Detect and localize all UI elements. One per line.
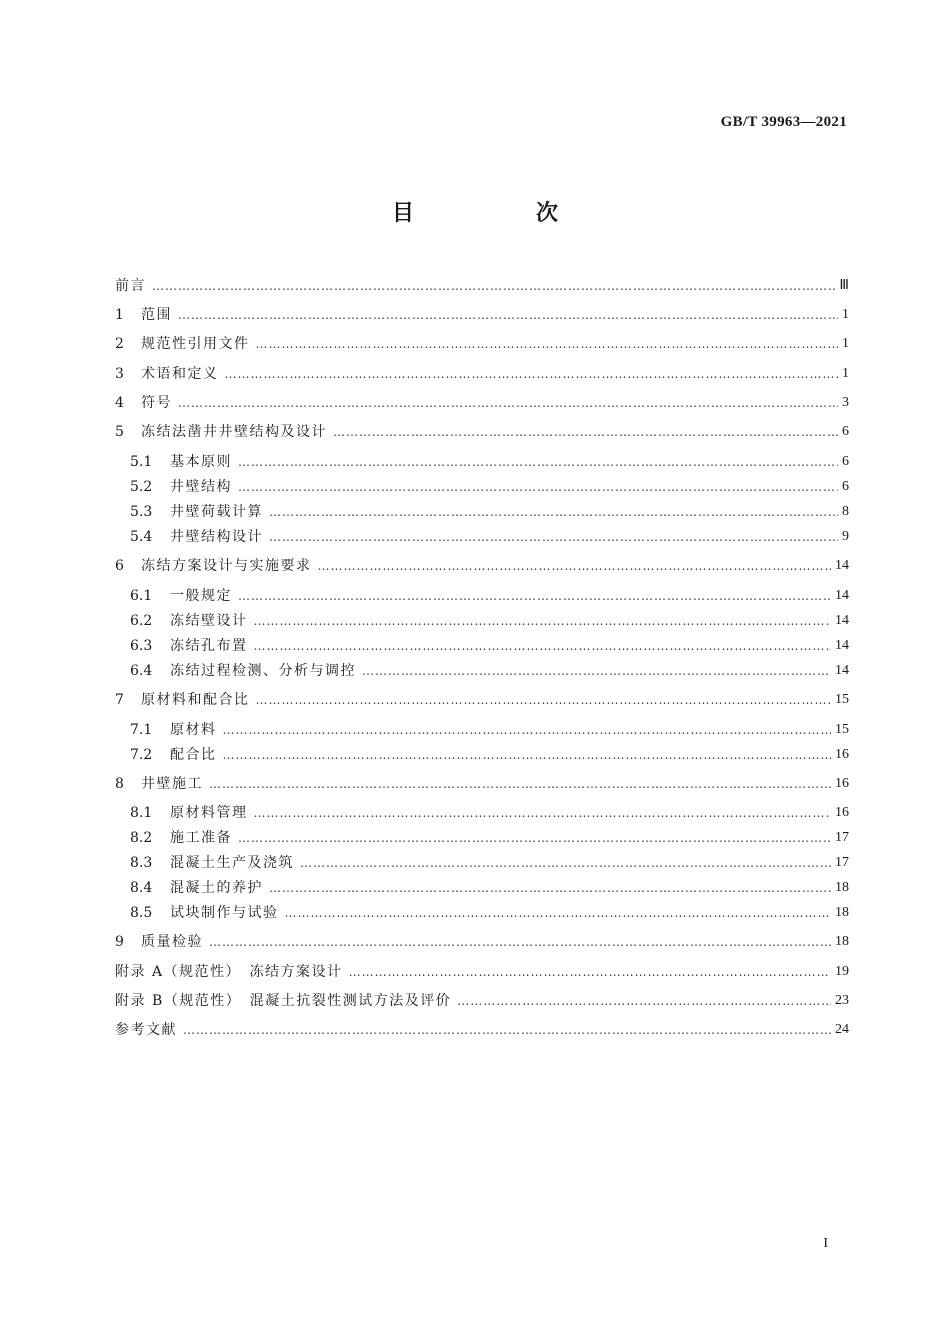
- toc-entry-page: 14: [835, 663, 849, 678]
- dot-leader: [225, 365, 839, 383]
- toc-entry-number: 7.1: [130, 722, 153, 738]
- toc-entry-page: 14: [835, 588, 849, 603]
- toc-entry-label: 井壁施工: [141, 776, 203, 792]
- dot-leader: [300, 854, 831, 872]
- toc-entry-number: 6.4: [130, 663, 153, 679]
- toc-entry-page: 23: [835, 993, 849, 1008]
- toc-entry-page: 15: [835, 722, 849, 737]
- dot-leader: [152, 277, 835, 295]
- toc-entry-page: 24: [835, 1022, 849, 1037]
- toc-entry-label: 井壁结构设计: [170, 529, 263, 545]
- toc-entry-label: 冻结孔布置: [170, 638, 248, 654]
- toc-entry-label: 一般规定: [170, 588, 232, 604]
- toc-entry[interactable]: [115, 329, 849, 353]
- toc-entry-page: 6: [842, 424, 849, 439]
- toc-entry-page: 8: [842, 504, 849, 519]
- toc-entry-page: 18: [835, 880, 849, 895]
- toc-entry[interactable]: [115, 417, 849, 441]
- toc-entry[interactable]: [115, 927, 849, 951]
- dot-leader: [183, 1021, 831, 1039]
- toc-entry-number: 7: [115, 692, 124, 708]
- toc-entry-page: 6: [842, 454, 849, 469]
- dot-leader: [254, 804, 832, 822]
- toc-entry-page: 19: [835, 964, 849, 979]
- toc-entry[interactable]: [130, 898, 849, 922]
- dot-leader: [254, 612, 832, 630]
- toc-entry[interactable]: [115, 551, 849, 575]
- dot-leader: [209, 933, 831, 951]
- toc-entry[interactable]: [130, 581, 849, 605]
- toc-entry-page: 17: [835, 855, 849, 870]
- toc-entry[interactable]: [130, 497, 849, 521]
- toc-entry-label: 井壁结构: [170, 479, 232, 495]
- toc-entry-label: 冻结法凿井井壁结构及设计: [141, 424, 327, 440]
- toc-entry-label: 配合比: [170, 747, 217, 763]
- dot-leader: [318, 557, 832, 575]
- toc-entry[interactable]: [130, 656, 849, 680]
- toc-entry-label: 术语和定义: [141, 366, 219, 382]
- dot-leader: [269, 879, 831, 897]
- toc-entry-number: 5: [115, 424, 124, 440]
- dot-leader: [349, 963, 831, 981]
- dot-leader: [269, 528, 838, 546]
- toc-entry-page: 17: [835, 830, 849, 845]
- toc-entry-number: 8.2: [130, 830, 153, 846]
- dot-leader: [256, 691, 832, 709]
- toc-entry[interactable]: [115, 359, 849, 383]
- page-title: 目 次: [391, 201, 608, 226]
- toc-entry-page: 16: [835, 805, 849, 820]
- toc-entry-label: 冻结壁设计: [170, 613, 248, 629]
- dot-leader: [209, 775, 831, 793]
- toc-entry-number: 5.1: [130, 454, 153, 470]
- toc-entry[interactable]: [115, 769, 849, 793]
- toc-entry-label: 前言: [115, 278, 146, 294]
- toc-entry-number: 5.2: [130, 479, 153, 495]
- page-number: I: [823, 1236, 828, 1251]
- toc-entry-number: 5.3: [130, 504, 153, 520]
- dot-leader: [238, 829, 831, 847]
- dot-leader: [238, 587, 831, 605]
- toc-entry[interactable]: [130, 447, 849, 471]
- toc-entry[interactable]: [115, 685, 849, 709]
- toc-entry-number: 6: [115, 558, 124, 574]
- toc-entry[interactable]: [130, 715, 849, 739]
- toc-entry-label: 基本原则: [170, 454, 232, 470]
- toc-entry[interactable]: [115, 388, 849, 412]
- standard-code: GB/T 39963—2021: [720, 114, 847, 130]
- dot-leader: [178, 306, 838, 324]
- toc-entry-number: 8.5: [130, 905, 153, 921]
- toc-entry-label: 原材料管理: [170, 805, 248, 821]
- toc-entry[interactable]: [115, 957, 849, 981]
- toc-entry-label: 混凝土生产及浇筑: [170, 855, 294, 871]
- toc-entry-page: 1: [842, 307, 849, 322]
- toc-entry[interactable]: [130, 606, 849, 630]
- toc-entry-number: 9: [115, 934, 124, 950]
- toc-entry-number: 7.2: [130, 747, 153, 763]
- toc-entry-label: 符号: [141, 395, 172, 411]
- toc-entry[interactable]: [130, 740, 849, 764]
- dot-leader: [333, 423, 838, 441]
- toc-entry-label: 原材料: [170, 722, 217, 738]
- toc-entry[interactable]: [130, 522, 849, 546]
- toc-entry-label: 冻结方案设计与实施要求: [141, 558, 312, 574]
- toc-entry-label: 质量检验: [141, 934, 203, 950]
- toc-entry-page: 16: [835, 747, 849, 762]
- dot-leader: [223, 746, 832, 764]
- toc-entry-label: 原材料和配合比: [141, 692, 250, 708]
- toc-entry-page: 15: [835, 692, 849, 707]
- toc-entry[interactable]: [115, 300, 849, 324]
- toc-entry-label: 冻结过程检测、分析与调控: [170, 663, 356, 679]
- toc-entry[interactable]: [130, 848, 849, 872]
- toc-entry-label: 规范性引用文件: [141, 336, 250, 352]
- toc-entry-page: 18: [835, 905, 849, 920]
- toc-entry-number: 6.3: [130, 638, 153, 654]
- toc-entry-page: 9: [842, 529, 849, 544]
- toc-entry-label: 试块制作与试验: [170, 905, 279, 921]
- dot-leader: [457, 992, 831, 1010]
- toc-entry[interactable]: [130, 873, 849, 897]
- toc-entry-number: 8.1: [130, 805, 153, 821]
- toc-entry-number: 5.4: [130, 529, 153, 545]
- dot-leader: [254, 637, 832, 655]
- toc-entry-label: 施工准备: [170, 830, 232, 846]
- toc-entry-number: 2: [115, 336, 124, 352]
- dot-leader: [269, 503, 838, 521]
- toc-entry[interactable]: [130, 823, 849, 847]
- dot-leader: [223, 721, 832, 739]
- toc-entry-page: 16: [835, 776, 849, 791]
- toc-entry-number: 3: [115, 366, 124, 382]
- dot-leader: [285, 904, 832, 922]
- dot-leader: [178, 394, 838, 412]
- dot-leader: [238, 453, 838, 471]
- toc-entry-page: 1: [842, 336, 849, 351]
- toc-entry-label: 参考文献: [115, 1022, 177, 1038]
- toc-entry-page: 18: [835, 934, 849, 949]
- toc-entry-page: 3: [842, 395, 849, 410]
- toc-entry-page: Ⅲ: [839, 278, 849, 293]
- toc-entry[interactable]: [115, 1015, 849, 1039]
- toc-entry-label: 附录 B（规范性） 混凝土抗裂性测试方法及评价: [115, 993, 452, 1009]
- toc-entry-page: 14: [835, 613, 849, 628]
- toc-entry[interactable]: [130, 631, 849, 655]
- toc-entry-number: 8.4: [130, 880, 153, 896]
- toc-entry[interactable]: [115, 986, 849, 1010]
- dot-leader: [362, 662, 831, 680]
- toc-entry-number: 8: [115, 776, 124, 792]
- dot-leader: [256, 335, 839, 353]
- toc-entry-number: 4: [115, 395, 124, 411]
- toc-entry-page: 1: [842, 366, 849, 381]
- toc-entry-number: 8.3: [130, 855, 153, 871]
- toc-entry-number: 1: [115, 307, 124, 323]
- toc-entry-label: 附录 A（规范性） 冻结方案设计: [115, 964, 343, 980]
- toc-entry[interactable]: [130, 472, 849, 496]
- toc-entry-page: 14: [835, 638, 849, 653]
- toc-entry[interactable]: [115, 271, 849, 295]
- toc-entry-label: 井壁荷载计算: [170, 504, 263, 520]
- toc-entry-number: 6.2: [130, 613, 153, 629]
- toc-entry-label: 范围: [141, 307, 172, 323]
- dot-leader: [238, 478, 838, 496]
- toc-entry-page: 6: [842, 479, 849, 494]
- toc-entry-label: 混凝土的养护: [170, 880, 263, 896]
- toc-entry[interactable]: [130, 798, 849, 822]
- toc-entry-number: 6.1: [130, 588, 153, 604]
- toc-entry-page: 14: [835, 558, 849, 573]
